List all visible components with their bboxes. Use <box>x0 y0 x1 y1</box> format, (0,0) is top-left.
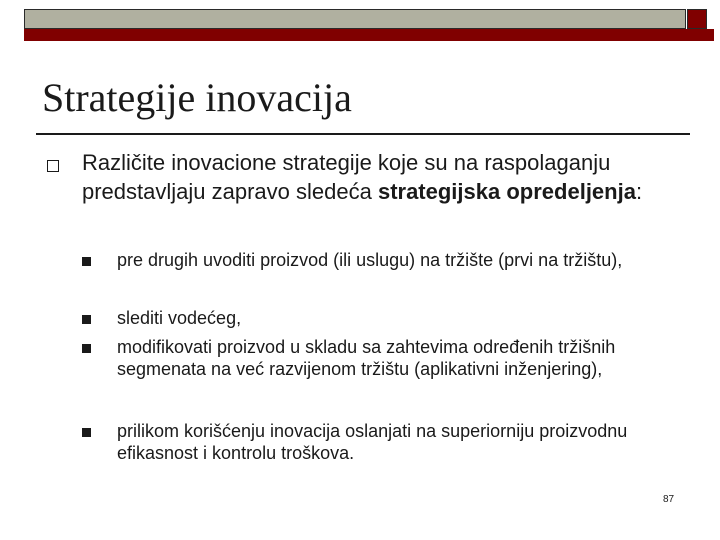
header-decor-band <box>24 9 686 29</box>
sub-point-text: slediti vodećeg, <box>117 308 242 328</box>
filled-square-bullet-icon <box>82 428 91 437</box>
main-point-colon: : <box>635 179 643 204</box>
title-divider <box>36 133 690 135</box>
sub-point-text: modifikovati proizvod u skladu sa zahtevima određenih tržišnih segmenata na već razvijenom tržištu (aplikativni inženjering), <box>117 337 616 379</box>
filled-square-bullet-icon <box>82 257 91 266</box>
filled-square-bullet-icon <box>82 344 91 353</box>
sub-point-text: prilikom korišćenju inovacija oslanjati na superiorniju proizvodnu efikasnost i kontrolu troškova. <box>117 421 628 463</box>
page-number: 87 <box>663 494 675 505</box>
main-point <box>82 148 682 206</box>
hollow-square-bullet-icon <box>47 160 59 172</box>
slide-title: Strategije inovacija <box>42 75 352 120</box>
main-point-emphasis: strategijska opredeljenja <box>377 179 636 204</box>
filled-square-bullet-icon <box>82 315 91 324</box>
header-corner-box <box>687 9 707 29</box>
sub-point-text: pre drugih uvoditi proizvod (ili uslugu) na tržište (prvi na tržištu), <box>117 250 623 270</box>
main-point-text: Različite inovacione strategije koje su na raspolaganju predstavljaju zapravo sledeća <box>82 150 611 204</box>
header-accent-bar <box>24 29 714 41</box>
